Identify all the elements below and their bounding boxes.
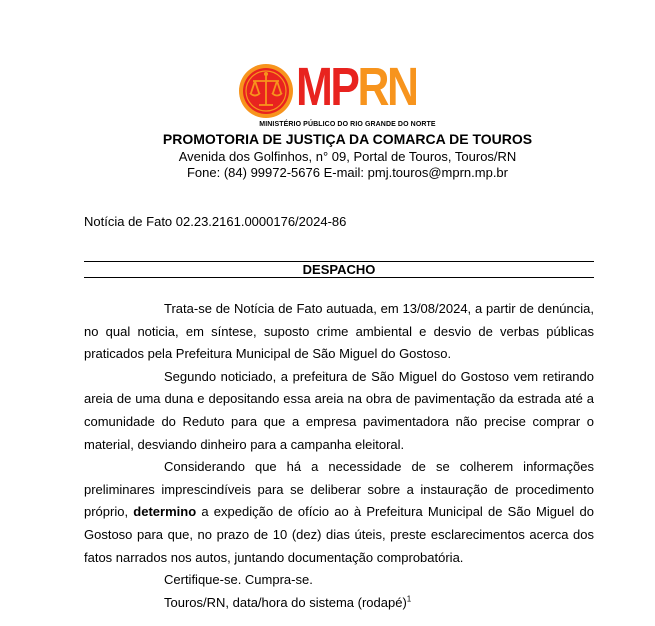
footnote-marker: 1 [406,594,412,604]
office-name: PROMOTORIA DE JUSTIÇA DA COMARCA DE TOUROS [162,131,533,147]
paragraph-2: Segundo noticiado, a prefeitura de São Miguel do Gostoso vem retirando areia de uma duna e depositando essa areia na obra de pavimentação da estrada até a comunidade do Reduto para que a empresa pavimentadora não precise comprar o material, desviando dinheiro para a campanha eleitoral. [84,368,594,452]
document-body [84,298,594,614]
place-date-line: Touros/RN, data/hora do sistema (rodapé)$^1$ [164,594,412,610]
office-address: Avenida dos Golfinhos, n° 09, Portal de Touros, Touros/RN [178,149,517,164]
justice-scales-seal-icon [238,63,294,119]
closing-line: Certifique-se. Cumpra-se. [164,572,313,588]
case-reference: Notícia de Fato 02.23.2161.0000176/2024-86 [84,214,347,229]
paragraph-3: Considerando que há a necessidade de se colherem informações preliminares imprescindíveis para se deliberar sobre a instauração de procedimento próprio, determino a expedição de ofício ao à Prefeitura Municipal de São Miguel do Gostoso para que, no prazo de 10 (dez) dias úteis, preste esclarecimentos acerca dos fatos narrados nos autos, juntando documentação comprobatória. [84,459,594,565]
determino-emphasis: determino [133,504,197,520]
mprn-wordmark: MPRN [296,57,417,117]
ministry-name: MINISTÉRIO PÚBLICO DO RIO GRANDE DO NORTE [259,121,436,128]
office-contact: Fone: (84) 99972-5676 E-mail: pmj.touros@mprn.mp.br [186,165,508,180]
mprn-logo [238,57,438,128]
title-bottom-rule [84,277,594,278]
paragraph-1: Trata-se de Notícia de Fato autuada, em 13/08/2024, a partir de denúncia, no qual noticia, em síntese, suposto crime ambiental e desvio de verbas públicas praticados pela Prefeitura Municipal de São Miguel do Gostoso. [84,301,594,362]
document-title: DESPACHO [302,262,376,277]
